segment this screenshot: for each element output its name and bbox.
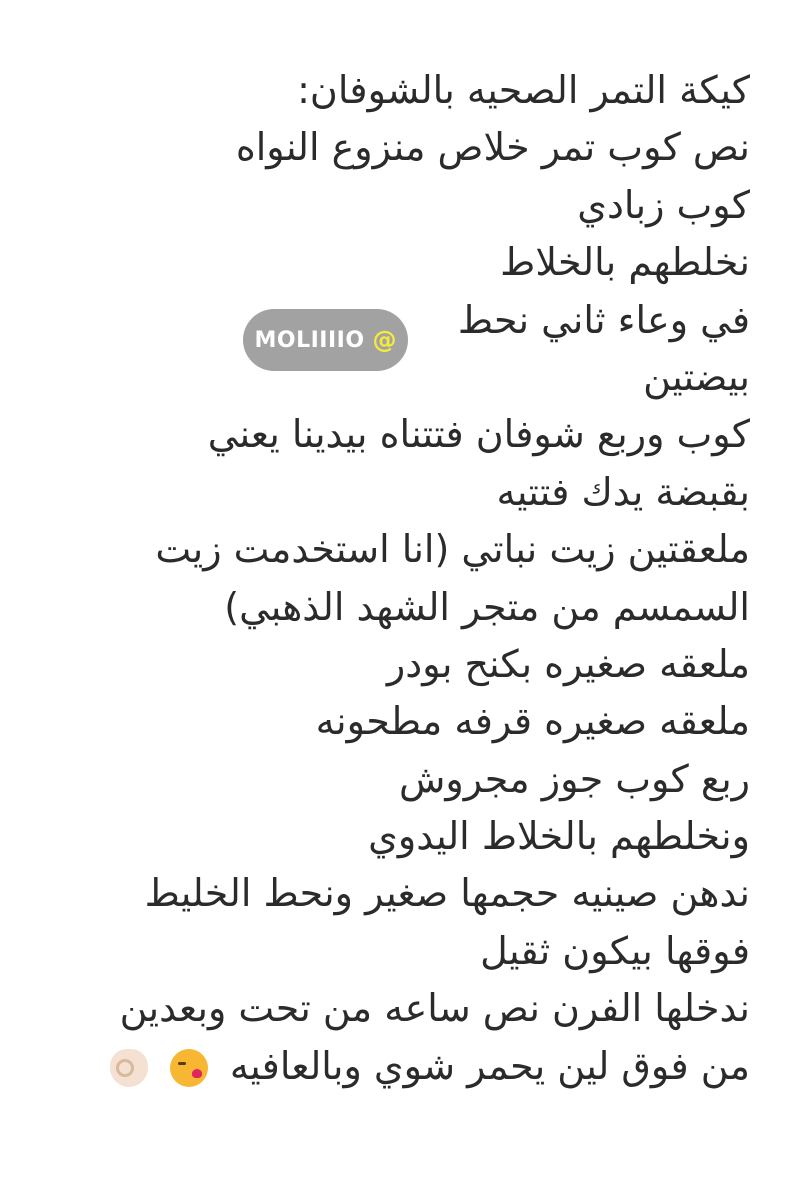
kiss-emoji-icon xyxy=(170,1049,208,1087)
username-handle: MOLIIIIO xyxy=(254,327,365,353)
recipe-line: ملعقه صغيره بكنح بودر xyxy=(386,641,750,686)
recipe-line-text: من فوق لين يحمر شوي وبالعافيه xyxy=(229,1043,750,1088)
recipe-title: كيكة التمر الصحيه بالشوفان: xyxy=(297,68,750,112)
recipe-line: ملعقتين زيت نباتي (انا استخدمت زيت xyxy=(155,527,750,572)
recipe-line: نخلطهم بالخلاط xyxy=(500,240,750,285)
recipe-line: كوب وربع شوفان فتتناه بيدينا يعني xyxy=(207,412,750,457)
recipe-line: ندخلها الفرن نص ساعه من تحت وبعدين xyxy=(119,986,750,1031)
recipe-line: بقبضة يدك فتتيه xyxy=(496,469,750,514)
ok-hand-emoji-icon xyxy=(110,1049,148,1087)
recipe-line: كوب زبادي xyxy=(577,182,750,227)
recipe-line: بيضتين xyxy=(643,354,750,399)
recipe-text xyxy=(40,62,750,1095)
recipe-line: ندهن صينيه حجمها صغير ونحط الخليط xyxy=(144,871,750,916)
recipe-line: ملعقه صغيره قرفه مطحونه xyxy=(315,699,750,744)
recipe-line: ونخلطهم بالخلاط اليدوي xyxy=(368,814,750,859)
recipe-last-line xyxy=(40,1038,750,1095)
username-watermark xyxy=(243,309,408,371)
recipe-line: نص كوب تمر خلاص منزوع النواه xyxy=(235,125,750,170)
recipe-line: فوقها بيكون ثقيل xyxy=(480,928,750,973)
recipe-line: في وعاء ثاني نحط xyxy=(457,297,750,342)
recipe-line: السمسم من متجر الشهد الذهبي) xyxy=(224,584,750,629)
recipe-line: ربع كوب جوز مجروش xyxy=(399,756,750,801)
at-symbol: @ xyxy=(372,326,397,354)
